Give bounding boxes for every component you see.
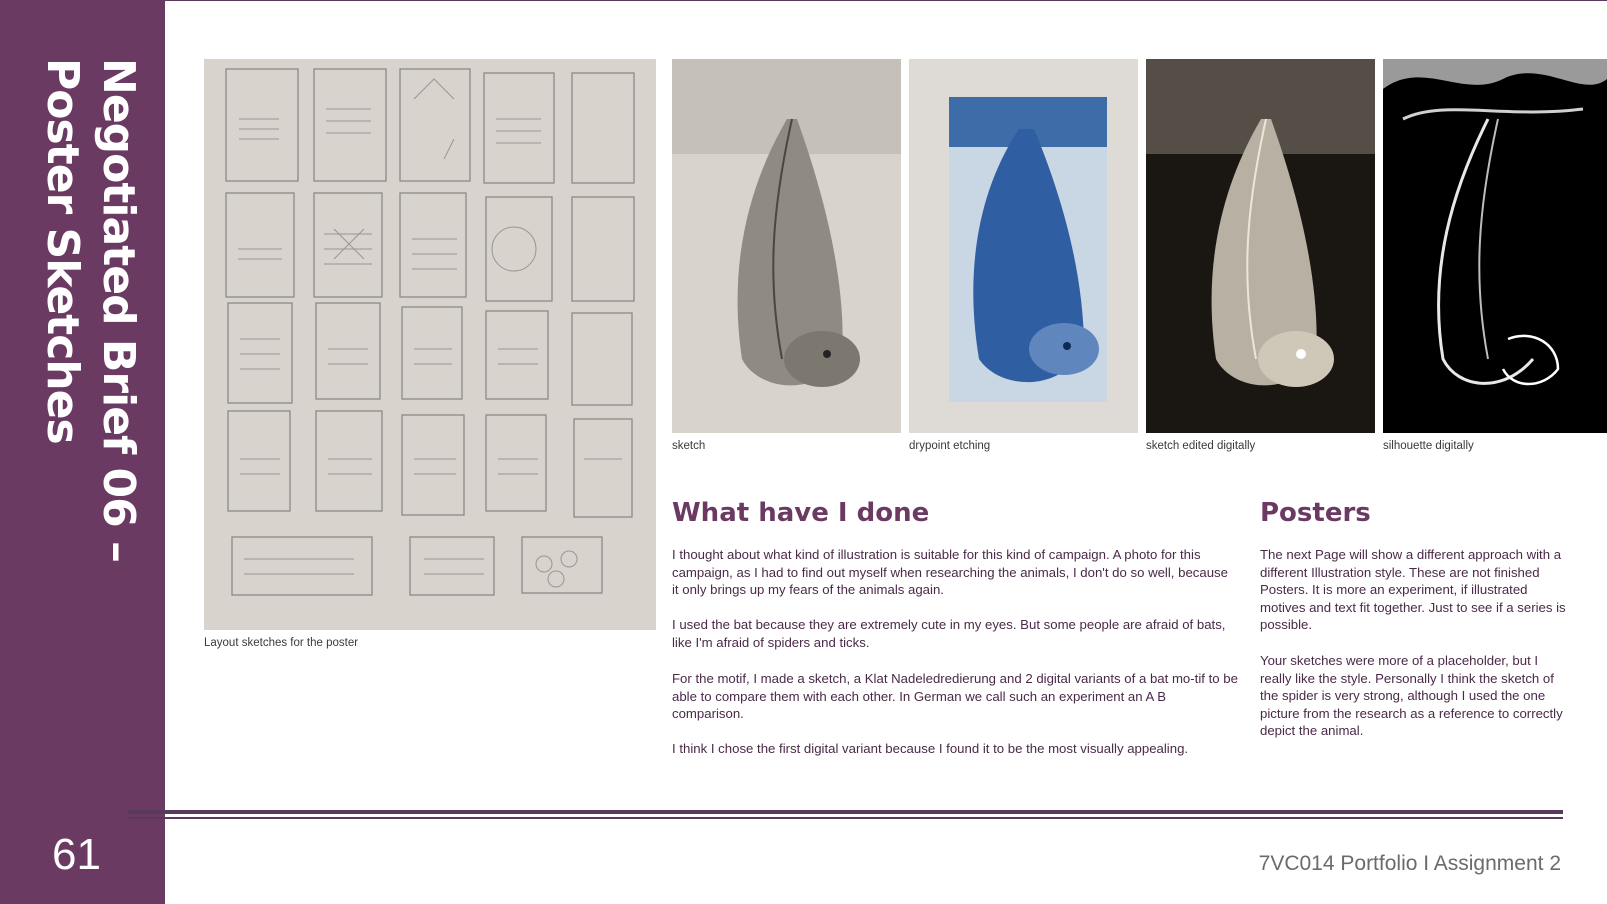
heading-posters: Posters <box>1260 498 1371 528</box>
heading-what-have-i-done: What have I done <box>672 498 930 528</box>
footer-text: 7VC014 Portfolio I Assignment 2 <box>1258 852 1561 875</box>
done-paragraph-4: I think I chose the first digital variant because I found it to be the most visually appealing. <box>672 741 1189 756</box>
top-border <box>0 0 1607 1</box>
page-number: 61 <box>52 830 101 879</box>
done-paragraph-3: For the motif, I made a sketch, a Klat Nadeledredierung and 2 digital variants of a bat mo-tif to be able to compare them with each other. In German we call such an experiment an A B comparison. <box>672 671 1238 721</box>
bat-sketch-edited-digitally-image <box>1146 59 1375 433</box>
posters-paragraph-1: The next Page will show a different approach with a different Illustration style. These are not finished Posters. It is more an experiment, if illustrated motives and text fit together. Just to see if a series is possible. <box>1260 547 1566 632</box>
layout-sketches-image <box>204 59 656 630</box>
sidebar <box>0 0 165 904</box>
caption-drypoint-etching: drypoint etching <box>909 440 991 452</box>
title-line-1: Negotiated Brief 06 – <box>93 58 144 563</box>
bat-sketch-image <box>672 59 901 433</box>
done-paragraph-2: I used the bat because they are extremely cute in my eyes. But some people are afraid of bats, like I'm afraid of spiders and ticks. <box>672 617 1226 650</box>
caption-layout-sketches: Layout sketches for the poster <box>204 637 359 649</box>
title-line-2: Poster Sketches <box>37 58 88 444</box>
page-title <box>0 0 165 600</box>
posters-paragraph-2: Your sketches were more of a placeholder, but I really like the style. Personally I think the sketch of the spider is very strong, although I used the one picture from the research as a reference to correctly depict the animal. <box>1260 653 1563 738</box>
caption-sketch: sketch <box>672 440 706 452</box>
caption-sketch-edited-digitally: sketch edited digitally <box>1146 440 1256 452</box>
bat-silhouette-digitally-image <box>1383 59 1607 433</box>
done-paragraph-1: I thought about what kind of illustration is suitable for this kind of campaign. A photo for this campaign, as I had to find out myself when researching the animals, I don't do so well, because it only brings up my fears of the animals again. <box>672 547 1228 597</box>
footer-rule-thick <box>128 810 1563 814</box>
bat-drypoint-etching-image <box>909 59 1138 433</box>
footer-rule-thin <box>128 817 1563 819</box>
caption-silhouette-digitally: silhouette digitally <box>1383 440 1474 452</box>
